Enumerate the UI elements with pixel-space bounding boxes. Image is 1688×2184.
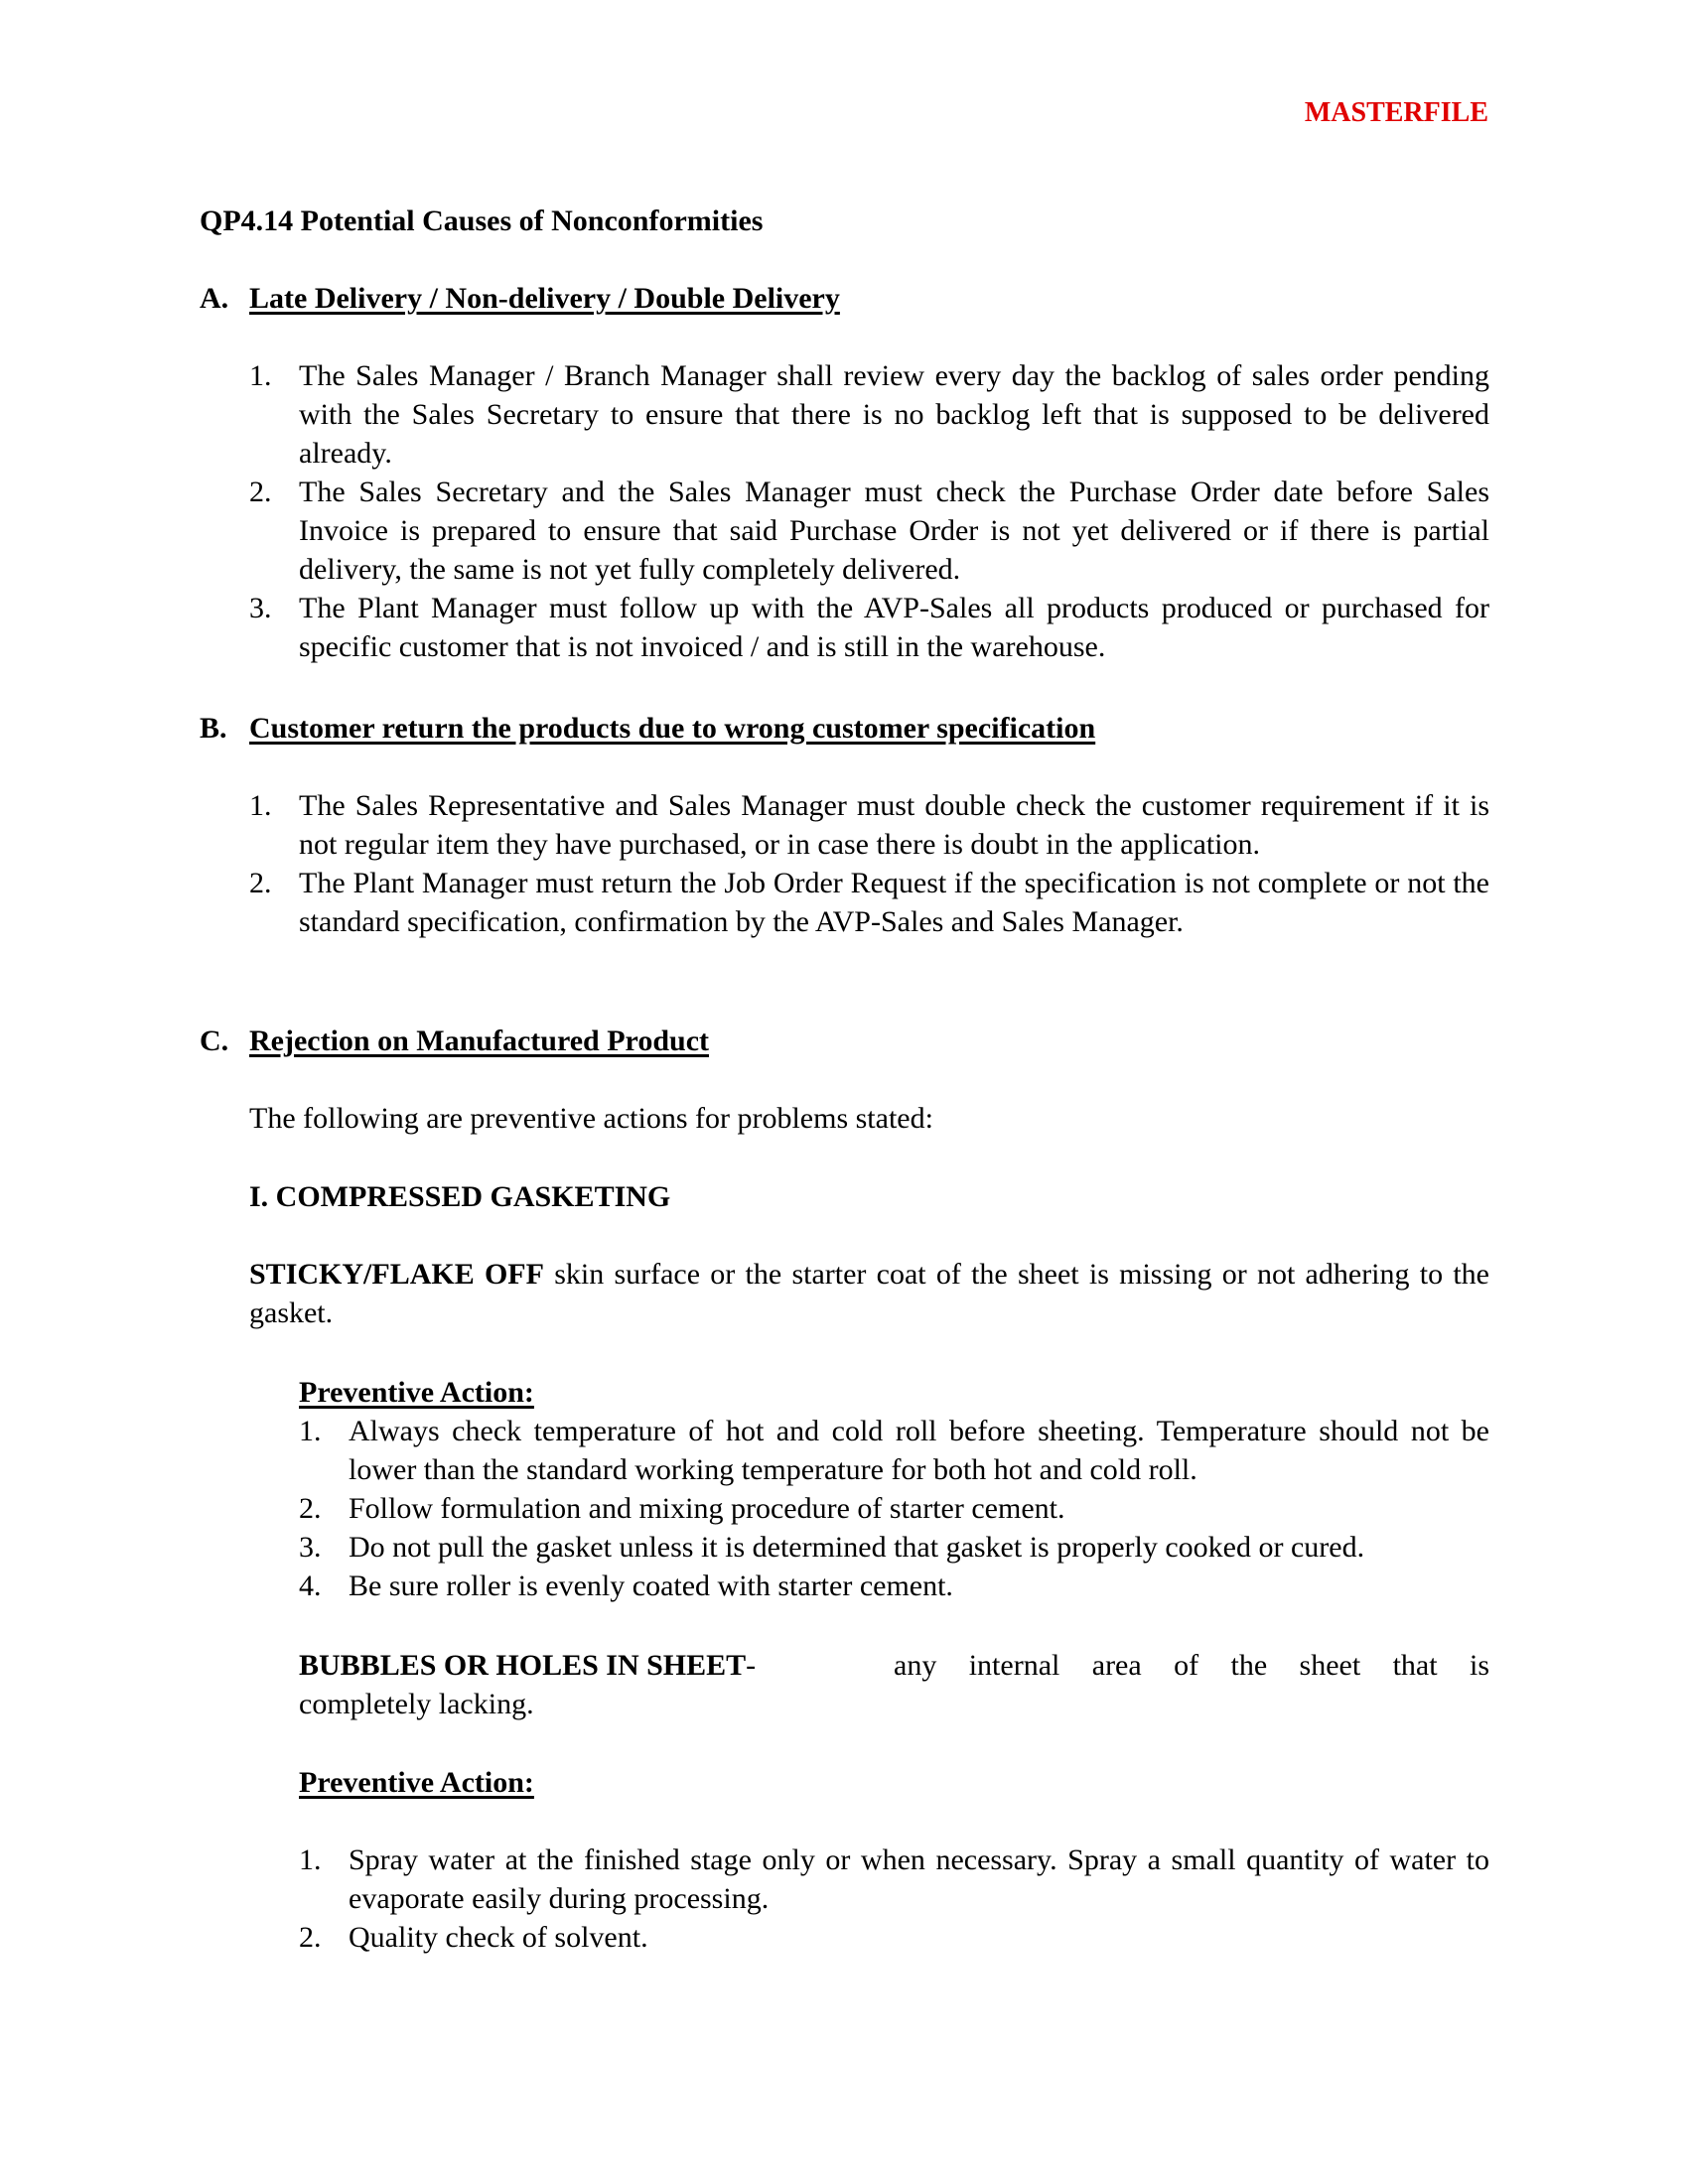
preventive-action-label: Preventive Action: bbox=[299, 1376, 534, 1409]
list-item-text: The Plant Manager must return the Job Order Request if the specification is not complete or not the standard specification, confirmation by the AVP-Sales and Sales Manager. bbox=[299, 867, 1489, 938]
section-b bbox=[200, 709, 1489, 748]
list-item-text: Spray water at the finished stage only or when necessary. Spray a small quantity of water to evaporate easily during processing. bbox=[349, 1843, 1489, 1915]
list-item-text: The Sales Manager / Branch Manager shall review every day the backlog of sales order pending with the Sales Secretary to ensure that there is no backlog left that is supposed to be delivered already. bbox=[299, 359, 1489, 470]
list-item bbox=[249, 356, 1489, 473]
section-letter: C. bbox=[200, 1024, 229, 1057]
section-c-intro: The following are preventive actions for problems stated: bbox=[249, 1102, 933, 1135]
section-a-list bbox=[249, 356, 1489, 666]
section-heading-text: Late Delivery / Non-delivery / Double Delivery bbox=[249, 282, 840, 315]
list-item bbox=[249, 473, 1489, 589]
list-item-text: Always check temperature of hot and cold roll before sheeting. Temperature should not be lower than the standard working temperature for both hot and cold roll. bbox=[349, 1415, 1489, 1486]
list-item bbox=[299, 1412, 1489, 1489]
defect-description: skin surface or the starter coat of the sheet is missing or not adhering to the gasket. bbox=[249, 1258, 1489, 1329]
list-item bbox=[299, 1489, 1489, 1528]
section-letter: A. bbox=[200, 282, 229, 315]
list-item-number: 1. bbox=[249, 359, 272, 392]
list-item-number: 3. bbox=[299, 1531, 322, 1564]
list-item-number: 2. bbox=[299, 1492, 322, 1525]
subsection-title: I. COMPRESSED GASKETING bbox=[249, 1180, 671, 1213]
list-item-text: The Sales Secretary and the Sales Manager must check the Purchase Order date before Sales Invoice is prepared to ensure that said Purchase Order is not yet delivered or if there is partial delivery, the same is not yet fully completely delivered. bbox=[299, 476, 1489, 586]
list-item-number: 2. bbox=[299, 1921, 322, 1954]
document-title: QP4.14 Potential Causes of Nonconformities bbox=[200, 205, 764, 237]
section-b-heading bbox=[200, 709, 1489, 748]
defect-description: any internal area of the sheet that is bbox=[894, 1649, 1489, 1682]
section-heading-text: Customer return the products due to wrong customer specification bbox=[249, 712, 1096, 745]
preventive-list-2 bbox=[299, 1841, 1489, 1957]
section-a-heading bbox=[200, 279, 1489, 318]
section-b-list bbox=[249, 786, 1489, 941]
defect-term: STICKY/FLAKE OFF bbox=[249, 1258, 544, 1291]
section-c-heading bbox=[200, 1022, 1489, 1060]
list-item-number: 1. bbox=[299, 1415, 322, 1447]
list-item-number: 4. bbox=[299, 1570, 322, 1602]
list-item bbox=[299, 1918, 1489, 1957]
list-item bbox=[299, 1841, 1489, 1918]
list-item bbox=[249, 864, 1489, 941]
list-item-text: The Sales Representative and Sales Manager must double check the customer requirement if it is not regular item they have purchased, or in case there is doubt in the application. bbox=[299, 789, 1489, 861]
section-c bbox=[200, 1022, 1489, 1060]
section-letter: B. bbox=[200, 712, 227, 745]
sticky-flake-paragraph bbox=[249, 1255, 1489, 1332]
section-a bbox=[200, 279, 1489, 318]
list-item-number: 1. bbox=[299, 1843, 322, 1876]
list-item-number: 2. bbox=[249, 476, 272, 508]
list-item bbox=[249, 589, 1489, 666]
list-item-text: Quality check of solvent. bbox=[349, 1921, 648, 1954]
list-item-text: Follow formulation and mixing procedure of starter cement. bbox=[349, 1492, 1065, 1525]
list-item-text: The Plant Manager must follow up with the AVP-Sales all products produced or purchased for specific customer that is not invoiced / and is still in the warehouse. bbox=[299, 592, 1489, 663]
list-item bbox=[299, 1567, 1489, 1605]
list-item bbox=[299, 1528, 1489, 1567]
defect-description-cont: completely lacking. bbox=[299, 1688, 534, 1720]
section-heading-text: Rejection on Manufactured Product bbox=[249, 1024, 710, 1057]
defect-term: BUBBLES OR HOLES IN SHEET bbox=[299, 1649, 747, 1682]
bubbles-paragraph bbox=[299, 1646, 1489, 1723]
preventive-action-label: Preventive Action: bbox=[299, 1766, 534, 1799]
defect-dash: - bbox=[746, 1649, 757, 1682]
masterfile-stamp: MASTERFILE bbox=[1304, 97, 1488, 128]
list-item-number: 1. bbox=[249, 789, 272, 822]
list-item-number: 2. bbox=[249, 867, 272, 899]
preventive-list-1 bbox=[299, 1412, 1489, 1605]
list-item-text: Be sure roller is evenly coated with starter cement. bbox=[349, 1570, 953, 1602]
list-item bbox=[249, 786, 1489, 864]
list-item-text: Do not pull the gasket unless it is determined that gasket is properly cooked or cured. bbox=[349, 1531, 1365, 1564]
list-item-number: 3. bbox=[249, 592, 272, 624]
